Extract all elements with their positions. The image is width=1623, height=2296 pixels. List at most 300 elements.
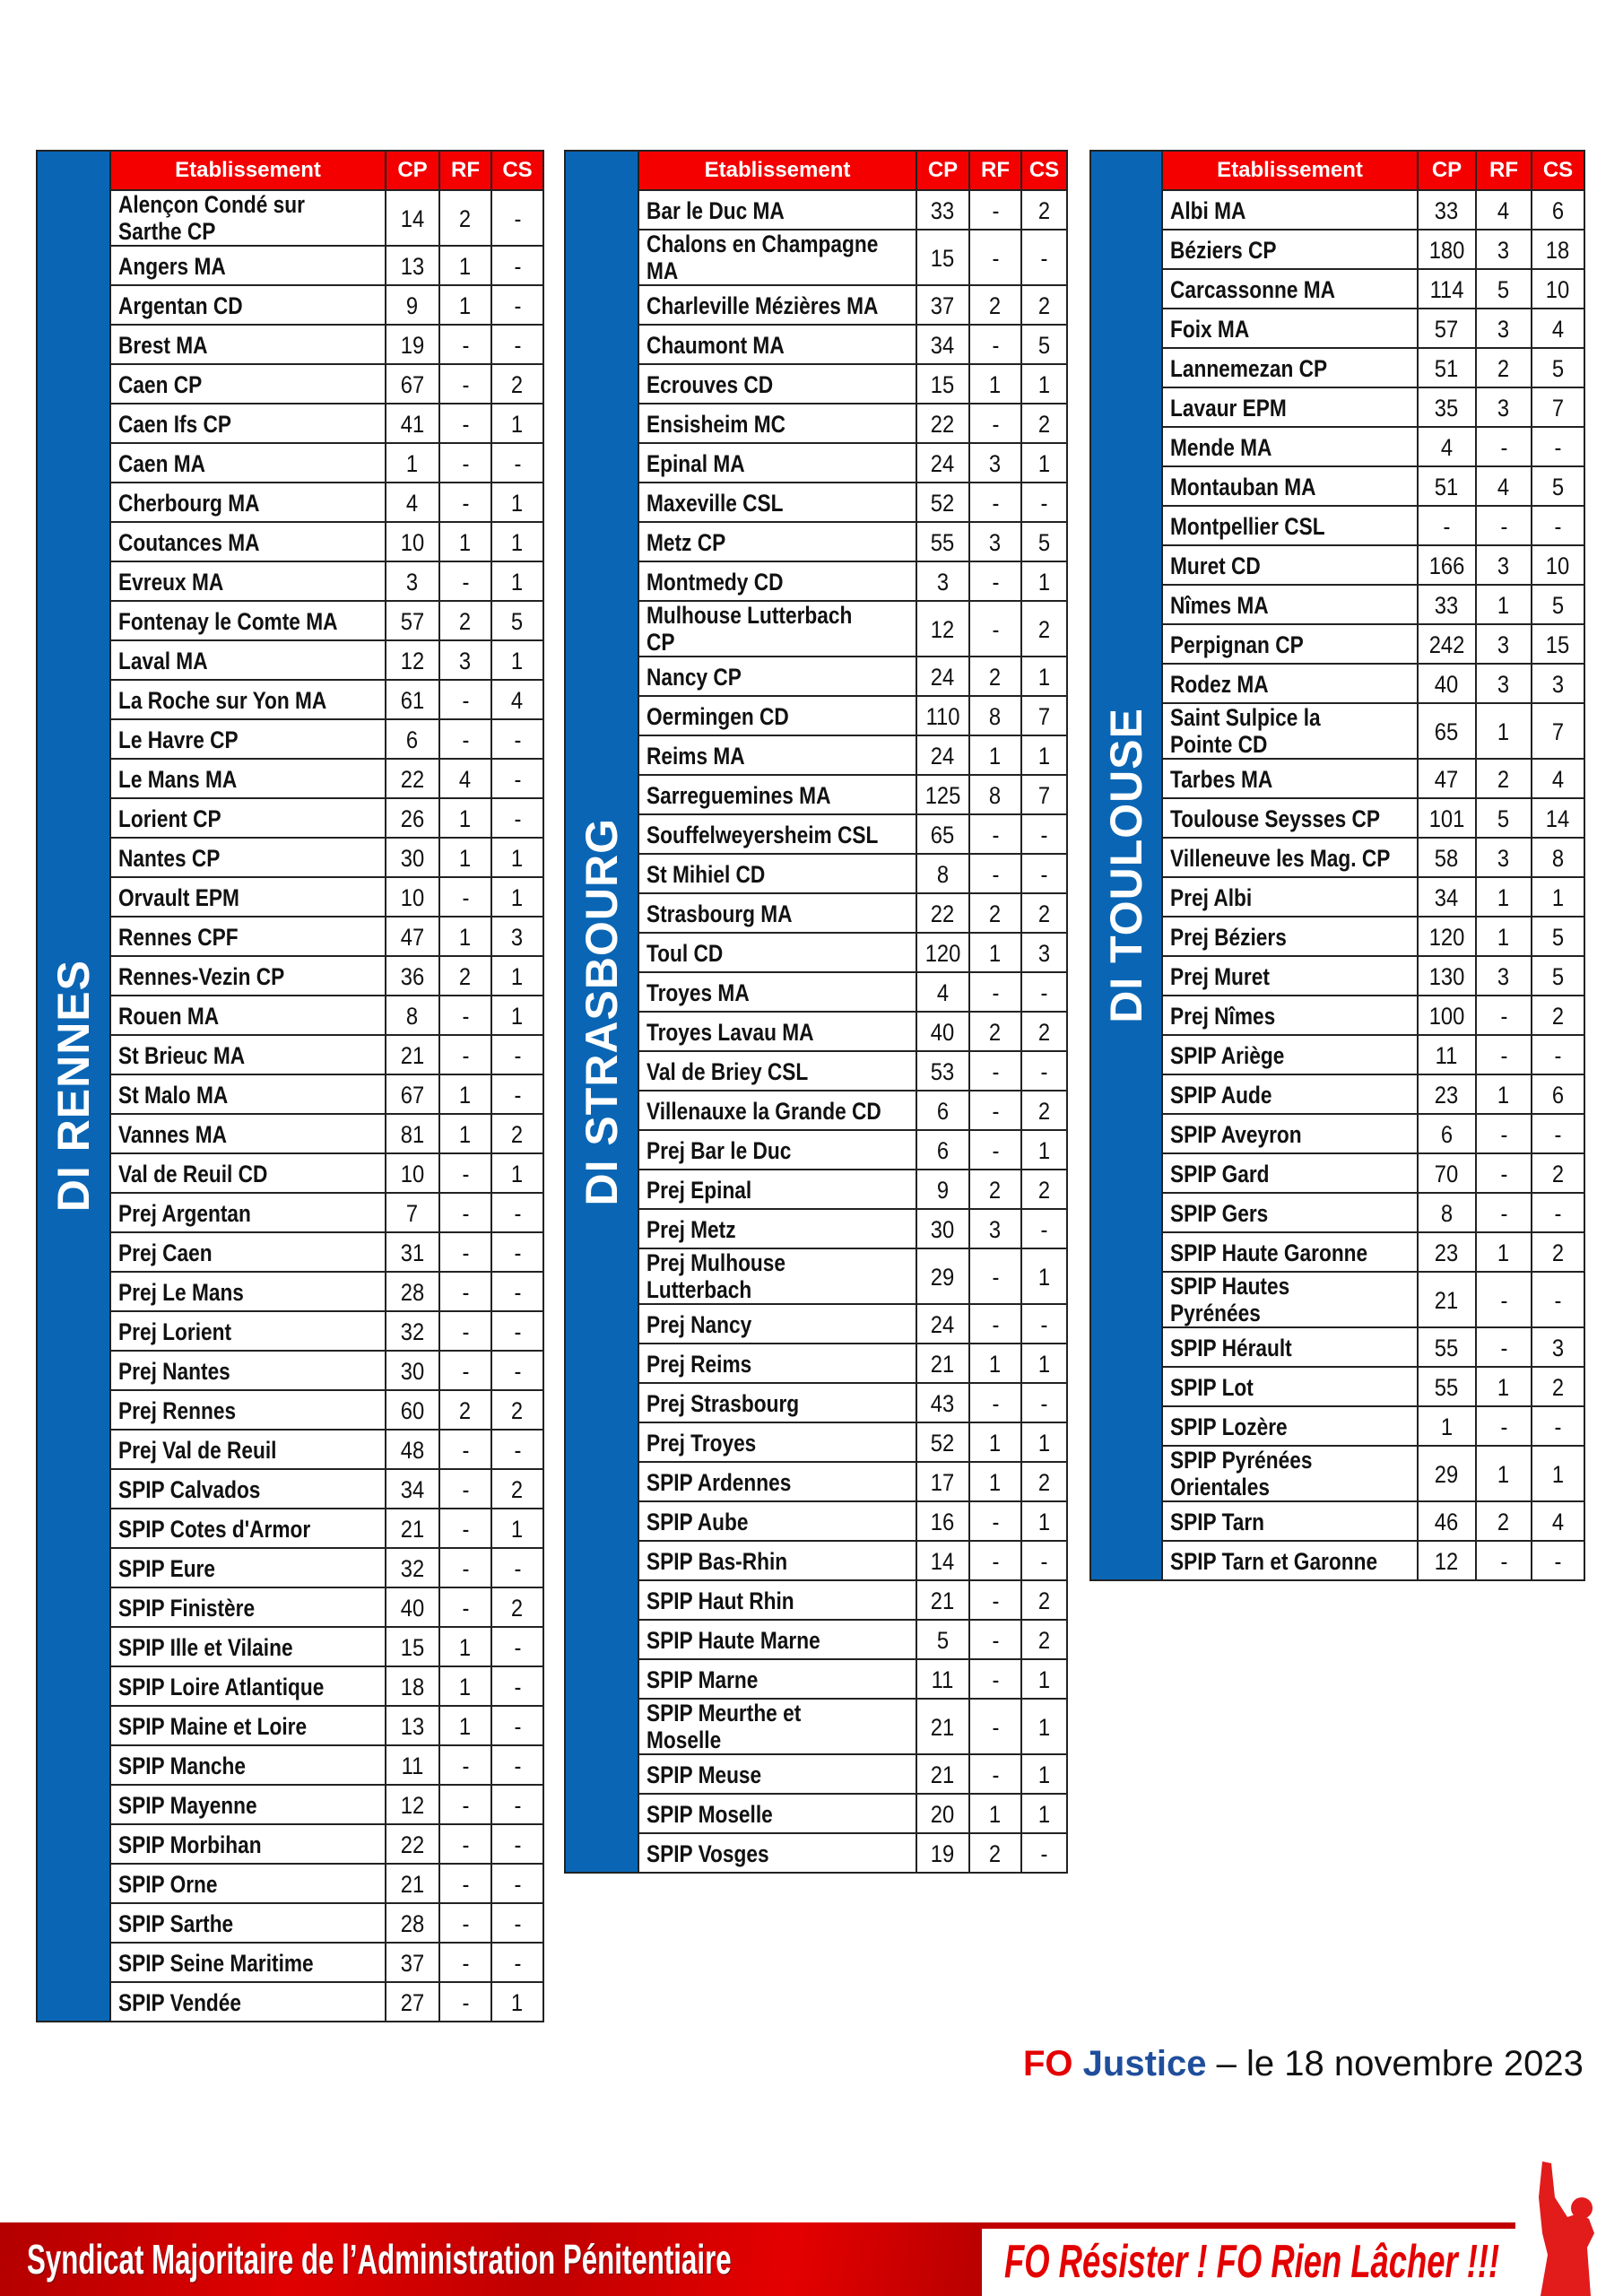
rf-value: - [462,1475,469,1503]
cs-value: 1 [511,883,524,911]
cp-cell [386,601,439,640]
etablissement-cell [1162,506,1418,545]
cp-value: 22 [931,900,955,927]
cs-value: - [514,765,521,793]
cs-cell [1532,759,1584,798]
rf-value: - [462,370,469,398]
cs-cell [1532,624,1584,664]
cs-value: 4 [511,686,524,714]
etablissement-cell [638,285,916,325]
etablissement-name: SPIP Gers [1170,1199,1269,1227]
rf-value: 2 [989,1839,1002,1867]
etablissement-name: Toul CD [647,939,724,967]
etablissement-name: Bar le Duc MA [647,196,785,224]
etablissement-name: SPIP Vosges [647,1839,769,1867]
rf-value: 1 [459,923,472,951]
cs-value: - [1554,1413,1562,1440]
etablissement-cell [110,1587,386,1627]
rf-value: 1 [459,252,472,280]
cp-value: 40 [400,1594,425,1622]
cs-value: 7 [1551,718,1565,745]
cs-cell [1021,1754,1067,1794]
cs-value: - [1040,1547,1048,1575]
cp-value: 35 [1435,394,1459,422]
etablissement-name: Villeneuve les Mag. CP [1170,844,1391,872]
cp-value: 5 [936,1626,950,1654]
cp-value: 101 [1428,804,1465,832]
cp-cell [386,1548,439,1587]
rf-cell [969,657,1021,696]
cp-cell [386,1706,439,1745]
rf-value: 5 [1497,804,1510,832]
cs-value: 1 [1037,1136,1051,1164]
rf-cell [969,230,1021,285]
cp-value: 55 [1435,1334,1459,1361]
cs-cell [491,443,543,483]
etablissement-cell [110,1232,386,1272]
cp-value: 65 [1435,718,1459,745]
rf-value: - [1500,1334,1507,1361]
cs-value: 5 [1037,528,1051,556]
table-row [638,325,1067,364]
etablissement-name: Val de Reuil CD [118,1160,268,1187]
etablissement-name: Maxeville CSL [647,489,784,517]
rf-cell [969,814,1021,854]
etablissement-name: SPIP Marne [647,1665,759,1693]
rf-value: 3 [1497,962,1510,990]
rf-value: 1 [1497,591,1510,619]
cp-cell [916,1754,969,1794]
cp-value: 23 [1435,1081,1459,1109]
cs-value: 2 [1037,900,1051,927]
etablissement-name: Caen MA [118,449,206,477]
cs-cell [1532,387,1584,427]
rf-cell [439,1706,491,1745]
rf-value: 1 [989,1468,1002,1496]
etablissement-cell [1162,269,1418,309]
table-row [110,246,543,285]
cs-value: - [514,1436,521,1464]
etablissement-cell [1162,1153,1418,1193]
cp-value: 110 [925,702,960,730]
etablissement-cell [110,838,386,877]
cs-cell [491,190,543,246]
cp-cell [916,443,969,483]
rf-value: 4 [459,765,472,793]
footer-signature [1023,2043,1584,2084]
table-row [1162,798,1584,838]
cs-value: 2 [1037,615,1051,643]
rf-cell [969,1130,1021,1170]
table-row [110,640,543,680]
table-row [110,1272,543,1311]
cp-value: 10 [400,1160,425,1187]
cp-cell [386,1272,439,1311]
etablissement-name: SPIP Orne [118,1870,218,1898]
etablissement-cell [1162,466,1418,506]
table-row [110,190,543,246]
table-row [110,719,543,759]
table-row [638,601,1067,657]
etablissement-name: SPIP Ariège [1170,1041,1285,1069]
etablissement-cell [110,522,386,561]
rf-cell [439,956,491,996]
cs-value: 4 [1551,1508,1565,1535]
rf-value: 2 [989,1176,1002,1204]
etablissement-name: SPIP Haute Garonne [1170,1239,1368,1266]
rf-value: 3 [1497,631,1510,658]
cs-value: - [1040,1310,1048,1338]
cp-cell [1418,996,1476,1035]
rf-value: 1 [459,1712,472,1740]
cp-value: 15 [400,1633,425,1661]
cs-value: - [1040,821,1048,848]
table-row [110,1706,543,1745]
cs-cell [1021,404,1067,443]
rf-value: - [462,1160,469,1187]
cp-value: 52 [931,1429,955,1457]
rf-cell [439,798,491,838]
cp-value: 242 [1428,631,1465,658]
cs-value: - [514,804,521,832]
etablissement-name: Oermingen CD [647,702,789,730]
rf-value: - [992,1713,999,1741]
etablissement-cell [110,917,386,956]
rf-cell [1476,1074,1532,1114]
etablissement-cell [638,483,916,522]
cs-value: - [514,1357,521,1385]
cp-value: 57 [1435,315,1459,343]
rf-value: 3 [1497,315,1510,343]
cs-cell [1021,1130,1067,1170]
etablissement-cell [638,364,916,404]
etablissement-cell [110,325,386,364]
rf-value: - [462,568,469,596]
cp-cell [916,854,969,893]
cp-value: 14 [400,204,425,232]
rf-value: - [462,1436,469,1464]
rf-cell [439,1785,491,1824]
etablissement-cell [1162,798,1418,838]
table-row [638,1501,1067,1541]
etablissement-name: Troyes Lavau MA [647,1018,814,1046]
etablissement-name: SPIP Lot [1170,1373,1254,1401]
cp-value: 120 [1428,923,1465,951]
rf-cell [969,1754,1021,1794]
cp-cell [916,1422,969,1462]
cs-value: 7 [1551,394,1565,422]
rf-cell [439,1035,491,1074]
table-row [638,483,1067,522]
table-row [638,1091,1067,1130]
cp-cell [386,1153,439,1193]
etablissement-cell [110,1351,386,1390]
cs-value: 1 [511,844,524,872]
etablissement-cell [1162,759,1418,798]
table-row [638,1580,1067,1620]
table-row [638,1248,1067,1304]
rf-cell [1476,1501,1532,1541]
rf-value: 3 [1497,394,1510,422]
cp-value: 15 [931,370,955,398]
cs-cell [1532,996,1584,1035]
cs-value: 2 [511,1594,524,1622]
cs-cell [1532,309,1584,348]
rf-cell [969,1422,1021,1462]
rf-value: - [462,1791,469,1819]
rf-value: - [462,1239,469,1266]
cp-cell [386,1193,439,1232]
etablissement-cell [638,404,916,443]
rf-value: - [462,1278,469,1306]
table-di-toulouse [1089,150,1585,1581]
cp-cell [386,1114,439,1153]
rf-value: 1 [459,804,472,832]
table-row [638,657,1067,696]
table-di-strasbourg [564,150,1068,1874]
table-row [110,1864,543,1903]
cp-cell [386,1903,439,1943]
rf-value: 1 [1497,1081,1510,1109]
cp-cell [386,443,439,483]
cp-cell [1418,1541,1476,1580]
etablissement-name: SPIP Ardennes [647,1468,792,1496]
cs-cell [491,1351,543,1390]
col-etablissement: Etablissement [110,151,386,190]
table-row [110,798,543,838]
rf-cell [1476,996,1532,1035]
etablissement-cell [110,798,386,838]
cs-value: 1 [1037,1263,1051,1291]
etablissement-name: SPIP Lozère [1170,1413,1288,1440]
table-row [638,1541,1067,1580]
rf-cell [439,1587,491,1627]
etablissement-cell [110,1903,386,1943]
rf-cell [1476,1327,1532,1367]
table-row [110,325,543,364]
table-row [110,1903,543,1943]
rf-cell [1476,917,1532,956]
cs-cell [1021,775,1067,814]
table-row [638,1659,1067,1699]
rf-cell [1476,506,1532,545]
cs-value: 2 [1037,1097,1051,1125]
cp-cell [1418,624,1476,664]
rf-cell [439,719,491,759]
etablissement-name: Prej Caen [118,1239,213,1266]
cs-cell [1532,1446,1584,1501]
cp-cell [1418,427,1476,466]
cp-value: 100 [1428,1002,1465,1030]
etablissement-name: SPIP Eure [118,1554,216,1582]
cs-cell [1021,601,1067,657]
rf-cell [439,1193,491,1232]
cp-cell [386,1982,439,2022]
cp-cell [386,680,439,719]
col-rf: RF [1476,151,1532,190]
cs-cell [491,246,543,285]
cs-value: - [514,204,521,232]
rf-cell [439,483,491,522]
etablissement-cell [638,190,916,230]
cp-value: 7 [406,1199,419,1227]
cs-cell [491,1469,543,1509]
cp-cell [1418,190,1476,230]
cp-cell [916,325,969,364]
cp-value: 26 [400,804,425,832]
cp-cell [386,190,439,246]
raised-fist-figure-icon [1524,2161,1623,2296]
rf-value: - [992,1508,999,1535]
cs-cell [1532,838,1584,877]
rf-cell [969,364,1021,404]
cs-value: - [514,449,521,477]
cp-value: 30 [400,1357,425,1385]
cs-cell [1021,1344,1067,1383]
cp-cell [1418,917,1476,956]
rf-cell [1476,624,1532,664]
cs-cell [491,1706,543,1745]
rf-value: - [462,1002,469,1030]
table-row [110,404,543,443]
cp-cell [916,601,969,657]
cs-cell [491,759,543,798]
table-row [1162,996,1584,1035]
rf-value: 8 [989,702,1002,730]
cp-cell [1418,1035,1476,1074]
cp-cell [1418,1272,1476,1327]
col-rf: RF [439,151,491,190]
etablissement-cell [1162,838,1418,877]
etablissement-name: SPIP Aube [647,1508,749,1535]
cs-cell [491,1153,543,1193]
rf-cell [439,1153,491,1193]
table-row [638,1209,1067,1248]
cp-value: 32 [400,1318,425,1345]
rf-value: - [462,410,469,438]
rf-cell [439,1114,491,1153]
cp-value: 12 [1435,1547,1459,1575]
etablissement-name: Prej Rennes [118,1396,237,1424]
etablissement-name: Ensisheim MC [647,410,786,438]
cs-cell [491,1035,543,1074]
etablissement-name: Nîmes MA [1170,591,1269,619]
rf-cell [1476,1272,1532,1327]
cp-cell [386,956,439,996]
fo-label: FO [1023,2044,1073,2083]
etablissement-cell [1162,1074,1418,1114]
rf-cell [439,1311,491,1351]
etablissement-cell [1162,1446,1418,1501]
cs-cell [1021,1170,1067,1209]
rf-value: - [992,615,999,643]
cs-cell [491,1272,543,1311]
rf-value: - [462,686,469,714]
etablissement-name: Muret CD [1170,552,1261,579]
cs-cell [1532,798,1584,838]
cs-value: 5 [1037,331,1051,359]
cp-value: 166 [1428,552,1465,579]
etablissement-cell [110,1864,386,1903]
rf-value: - [462,1909,469,1937]
cs-cell [491,1509,543,1548]
etablissement-cell [110,561,386,601]
rf-cell [969,285,1021,325]
rf-value: - [1500,1041,1507,1069]
table-row [1162,1327,1584,1367]
cp-value: 24 [931,1310,955,1338]
etablissement-name: SPIP Morbihan [118,1831,262,1858]
strasbourg-table [638,150,1068,1874]
etablissement-name: SPIP Tarn et Garonne [1170,1547,1378,1575]
rf-value: - [462,489,469,517]
cp-cell [916,775,969,814]
etablissement-cell [110,1272,386,1311]
rf-cell [439,759,491,798]
cs-value: - [1554,1199,1562,1227]
etablissement-cell [110,640,386,680]
etablissement-name: Prej Epinal [647,1176,752,1204]
etablissement-name: Prej Nancy [647,1310,752,1338]
etablissement-name: Montmedy CD [647,568,784,596]
cp-value: 37 [931,291,955,319]
table-row [110,1114,543,1153]
cs-value: 1 [1037,568,1051,596]
rf-cell [1476,1367,1532,1406]
cp-cell [386,759,439,798]
cp-cell [1418,506,1476,545]
cp-value: 60 [400,1396,425,1424]
header-row [638,151,1067,190]
table-row [638,814,1067,854]
cs-cell [1021,1794,1067,1833]
etablissement-cell [110,956,386,996]
rf-value: 1 [989,1800,1002,1828]
rf-value: - [1500,1199,1507,1227]
cp-cell [1418,1406,1476,1446]
rf-cell [439,246,491,285]
table-row [638,443,1067,483]
cs-cell [491,364,543,404]
cs-cell [491,838,543,877]
etablissement-cell [1162,348,1418,387]
cp-cell [1418,1501,1476,1541]
rf-cell [439,877,491,917]
etablissement-cell [110,246,386,285]
etablissement-name: Alençon Condé sur Sarthe CP [118,191,305,245]
etablissement-cell [1162,1541,1418,1580]
rf-cell [969,1248,1021,1304]
rf-value: 3 [1497,552,1510,579]
rf-value: - [992,1263,999,1291]
table-row [638,775,1067,814]
rf-value: - [1500,1286,1507,1314]
etablissement-name: SPIP Cotes d'Armor [118,1515,311,1543]
etablissement-name: Villenauxe la Grande CD [647,1097,881,1125]
rf-value: - [462,1988,469,2016]
cs-cell [491,719,543,759]
table-row [1162,703,1584,759]
cs-cell [491,1114,543,1153]
etablissement-name: Béziers CP [1170,236,1277,264]
cp-cell [386,1232,439,1272]
etablissement-name: Prej Béziers [1170,923,1287,951]
cs-value: 5 [1551,962,1565,990]
cp-cell [386,1430,439,1469]
etablissement-name: Caen CP [118,370,203,398]
cs-value: 2 [1551,1239,1565,1266]
table-row [110,956,543,996]
